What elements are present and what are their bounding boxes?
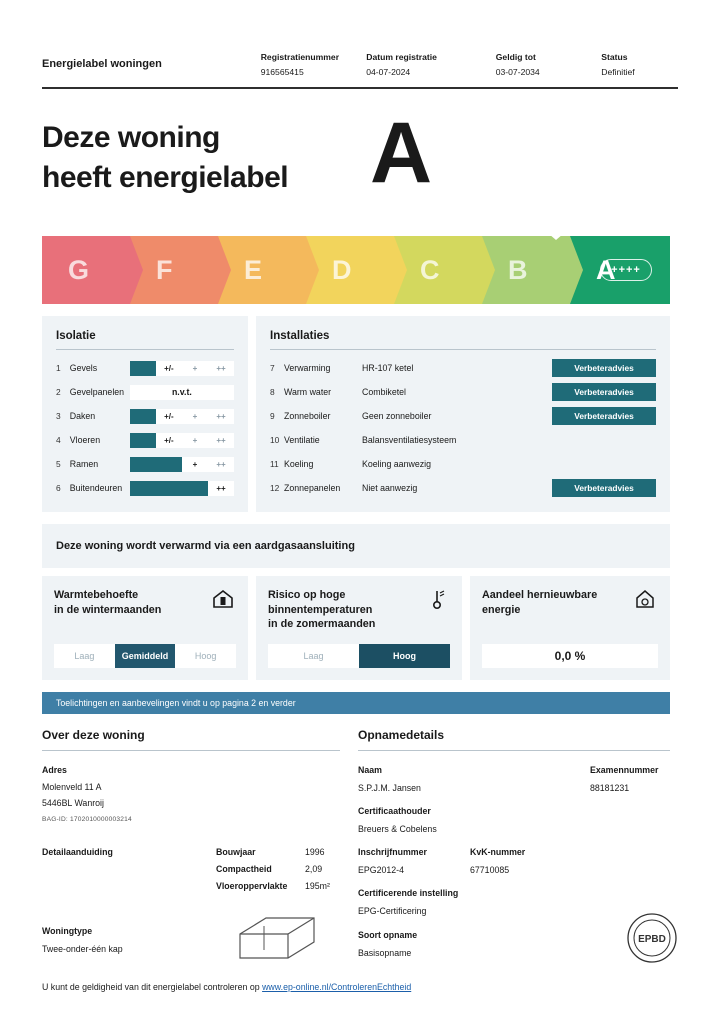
bar-cell: ++ xyxy=(216,435,226,445)
header-value: 03-07-2034 xyxy=(495,67,540,77)
row-number: 5 xyxy=(56,459,61,469)
scale-plus-badge: ++++ xyxy=(600,259,652,281)
certificaathouder-label: Certificaathouder xyxy=(358,806,431,816)
header-divider xyxy=(42,87,678,89)
row-label: Ramen xyxy=(69,459,99,469)
row-number: 7 xyxy=(270,363,275,373)
bar-cell: ++ xyxy=(216,363,226,373)
hernieuwbare-title xyxy=(482,588,632,617)
bar-cell: + xyxy=(192,363,198,373)
row-value: Niet aanwezig xyxy=(362,483,418,493)
scale-letter: A xyxy=(596,254,616,285)
bar-cell: ++ xyxy=(216,459,226,469)
bag-id: BAG-ID: 1702010000003214 xyxy=(42,816,132,823)
option-hoog[interactable]: Hoog xyxy=(194,651,217,661)
section-divider xyxy=(358,750,670,751)
footer-text: U kunt de geldigheid van dit energielabel controleren op xyxy=(42,982,263,992)
scale-segment-f xyxy=(130,236,218,304)
table-row xyxy=(56,404,234,428)
scale-arrow xyxy=(130,236,143,304)
row-value: Geen zonneboiler xyxy=(362,411,432,421)
title-line: in de zomermaanden xyxy=(268,618,376,631)
row-value: Combiketel xyxy=(362,387,407,397)
adres-line-1: Molenveld 11 A xyxy=(42,782,102,792)
over-woning-title: Over deze woning xyxy=(42,728,145,742)
instelling-label: Certificerende instelling xyxy=(358,888,459,898)
soort-opname-label: Soort opname xyxy=(358,930,418,940)
hernieuwbare-percentage: 0,0 % xyxy=(482,644,658,668)
scale-letter: B xyxy=(508,254,528,285)
bar-cell xyxy=(130,361,156,376)
verbeteradvies-button[interactable]: Verbeteradvies xyxy=(552,359,656,377)
opnamedetails-title: Opnamedetails xyxy=(358,728,445,742)
option-laag[interactable]: Laag xyxy=(303,651,324,661)
row-number: 10 xyxy=(270,435,280,445)
row-label: Buitendeuren xyxy=(69,483,123,493)
row-value: HR-107 ketel xyxy=(362,363,414,373)
inschrijfnummer-value: EPG2012-4 xyxy=(358,865,404,875)
option-hoog-selected[interactable]: Hoog xyxy=(359,644,450,668)
vloeroppervlakte-label: Vloeroppervlakte xyxy=(216,881,288,891)
header-label: Datum registratie xyxy=(366,52,437,62)
rating-nvt: n.v.t. xyxy=(130,385,234,400)
rating-bars xyxy=(130,457,234,472)
section-divider xyxy=(42,750,340,751)
installaties-title: Installaties xyxy=(270,330,656,350)
warmtebehoefte-options[interactable] xyxy=(54,644,236,668)
warmtebehoefte-box xyxy=(42,576,248,680)
footer xyxy=(42,982,411,992)
bouwjaar-label: Bouwjaar xyxy=(216,847,256,857)
headline xyxy=(42,118,382,198)
row-label: Warm water xyxy=(284,387,332,397)
rating-bars xyxy=(130,409,234,424)
header-label: Registratienummer xyxy=(260,52,340,62)
detailaanduiding-label: Detailaanduiding xyxy=(42,847,113,857)
row-number: 6 xyxy=(56,483,61,493)
row-value: Koeling aanwezig xyxy=(362,459,431,469)
table-row xyxy=(56,380,234,404)
row-number: 2 xyxy=(56,387,61,397)
kvk-label: KvK-nummer xyxy=(470,847,526,857)
bar-cell-marked: +/- xyxy=(164,435,174,445)
recommendations-note: Toelichtingen en aanbevelingen vindt u op pagina 2 en verder xyxy=(42,692,670,714)
row-label: Ventilatie xyxy=(284,435,320,445)
bar-cell-marked: +/- xyxy=(164,411,174,421)
table-row xyxy=(56,452,234,476)
row-number: 8 xyxy=(270,387,275,397)
option-gemiddeld-selected[interactable]: Gemiddeld xyxy=(115,644,176,668)
adres-line-2: 5446BL Wanroij xyxy=(42,798,104,808)
row-number: 11 xyxy=(270,459,279,469)
scale-letter: D xyxy=(332,254,352,285)
title-line: in de wintermaanden xyxy=(54,603,162,616)
scale-letter: C xyxy=(420,254,440,285)
footer-link[interactable]: www.ep-online.nl/ControlerenEchtheid xyxy=(262,982,412,992)
bar-cell xyxy=(130,457,156,472)
scale-segment-g xyxy=(42,236,130,304)
document-header xyxy=(42,52,678,89)
table-row xyxy=(270,356,656,380)
bar-cell-marked: +/- xyxy=(164,363,174,373)
scale-arrow xyxy=(306,236,319,304)
verbeteradvies-button[interactable]: Verbeteradvies xyxy=(552,479,656,497)
energy-label-letter: A xyxy=(370,105,433,201)
row-label: Daken xyxy=(69,411,96,421)
row-label: Vloeren xyxy=(69,435,101,445)
house-illustration-icon xyxy=(232,912,322,969)
scale-letter: E xyxy=(244,254,263,285)
header-field-datum-registratie xyxy=(366,52,496,77)
row-number: 3 xyxy=(56,411,61,421)
row-number: 12 xyxy=(270,483,280,493)
scale-arrow xyxy=(394,236,407,304)
naam-value: S.P.J.M. Jansen xyxy=(358,783,421,793)
rating-bars xyxy=(130,481,234,496)
scale-letter: G xyxy=(68,254,90,285)
scale-current-marker xyxy=(542,228,570,240)
headline-line-2: heeft energielabel xyxy=(42,160,289,194)
risico-binnentemperatuur-box xyxy=(256,576,462,680)
table-row xyxy=(56,428,234,452)
row-label: Zonneboiler xyxy=(284,411,331,421)
svg-text:EPBD: EPBD xyxy=(638,934,666,945)
header-value: 916565415 xyxy=(260,67,304,77)
table-row xyxy=(270,428,656,452)
scale-segment-c xyxy=(394,236,482,304)
renewable-house-icon xyxy=(634,588,656,610)
gas-connection-notice: Deze woning wordt verwarmd via een aardgasaansluiting xyxy=(42,524,670,568)
verbeteradvies-button[interactable]: Verbeteradvies xyxy=(552,383,656,401)
row-label: Zonnepanelen xyxy=(284,483,341,493)
epbd-seal-icon xyxy=(626,912,678,964)
table-row xyxy=(270,404,656,428)
scale-segment-d xyxy=(306,236,394,304)
rating-bars xyxy=(130,361,234,376)
instelling-value: EPG-Certificering xyxy=(358,906,427,916)
title-line: energie xyxy=(482,603,521,616)
header-field-geldig-tot xyxy=(496,52,602,77)
soort-opname-value: Basisopname xyxy=(358,948,412,958)
row-label: Verwarming xyxy=(284,363,331,373)
status-badge: Definitief xyxy=(601,67,635,77)
examennummer-value: 88181231 xyxy=(590,783,630,793)
scale-segment-a xyxy=(570,236,670,304)
document-title: Energielabel woningen xyxy=(42,58,162,70)
rating-bars xyxy=(130,433,234,448)
hernieuwbare-energie-box xyxy=(470,576,670,680)
scale-segment-b xyxy=(482,236,570,304)
warmtebehoefte-title xyxy=(54,588,204,617)
table-row xyxy=(56,356,234,380)
house-thermometer-icon xyxy=(212,588,234,610)
header-label: Geldig tot xyxy=(495,52,536,62)
option-laag[interactable]: Laag xyxy=(74,651,95,661)
row-label: Koeling xyxy=(284,459,314,469)
isolatie-title: Isolatie xyxy=(56,330,234,350)
bar-cell xyxy=(130,433,156,448)
installaties-panel xyxy=(256,316,670,512)
title-line: Aandeel hernieuwbare xyxy=(482,589,598,601)
bar-cell xyxy=(156,457,182,472)
scale-arrow xyxy=(570,236,583,304)
table-row xyxy=(56,476,234,500)
scale-letter: F xyxy=(156,254,173,285)
kvk-value: 67710085 xyxy=(470,865,510,875)
row-number: 9 xyxy=(270,411,275,421)
bouwjaar-value: 1996 xyxy=(305,847,325,857)
bar-cell xyxy=(156,481,182,496)
scale-arrow xyxy=(218,236,231,304)
scale-segment-e xyxy=(218,236,306,304)
certificaathouder-value: Breuers & Cobelens xyxy=(358,824,437,834)
row-value: Balansventilatiesysteem xyxy=(362,435,457,445)
compactheid-value: 2,09 xyxy=(305,864,323,874)
woningtype-value: Twee-onder-één kap xyxy=(42,944,123,954)
bar-cell-marked: ++ xyxy=(216,483,226,493)
thermometer-icon xyxy=(426,588,448,610)
title-line: Risico op hoge xyxy=(268,589,346,601)
table-row xyxy=(270,380,656,404)
vloeroppervlakte-value: 195m² xyxy=(305,881,330,891)
row-label: Gevels xyxy=(69,363,98,373)
verbeteradvies-button[interactable]: Verbeteradvies xyxy=(552,407,656,425)
bar-cell xyxy=(182,481,208,496)
inschrijfnummer-label: Inschrijfnummer xyxy=(358,847,427,857)
row-number: 4 xyxy=(56,435,61,445)
examennummer-label: Examennummer xyxy=(590,765,659,775)
row-label: Gevelpanelen xyxy=(69,387,125,397)
bar-cell-marked: + xyxy=(192,459,198,469)
title-line: binnentemperaturen xyxy=(268,603,373,616)
isolatie-panel xyxy=(42,316,248,512)
bar-cell xyxy=(130,409,156,424)
header-label: Status xyxy=(601,52,628,62)
bar-cell: + xyxy=(192,435,198,445)
table-row xyxy=(270,452,656,476)
scale-arrow xyxy=(482,236,495,304)
adres-label: Adres xyxy=(42,765,67,775)
risico-options[interactable] xyxy=(268,644,450,668)
risico-title xyxy=(268,588,418,632)
table-row xyxy=(270,476,656,500)
headline-line-1: Deze woning xyxy=(42,121,220,154)
energy-label-scale xyxy=(42,236,670,304)
header-field-registratienummer xyxy=(261,52,367,77)
bar-cell: ++ xyxy=(216,411,226,421)
bar-cell xyxy=(130,481,156,496)
row-number: 1 xyxy=(56,363,61,373)
woningtype-label: Woningtype xyxy=(42,926,93,936)
bar-cell: + xyxy=(192,411,198,421)
compactheid-label: Compactheid xyxy=(216,864,272,874)
header-field-status xyxy=(601,52,678,77)
title-line: Warmtebehoefte xyxy=(54,589,139,601)
header-value: 04-07-2024 xyxy=(366,67,411,77)
naam-label: Naam xyxy=(358,765,382,775)
